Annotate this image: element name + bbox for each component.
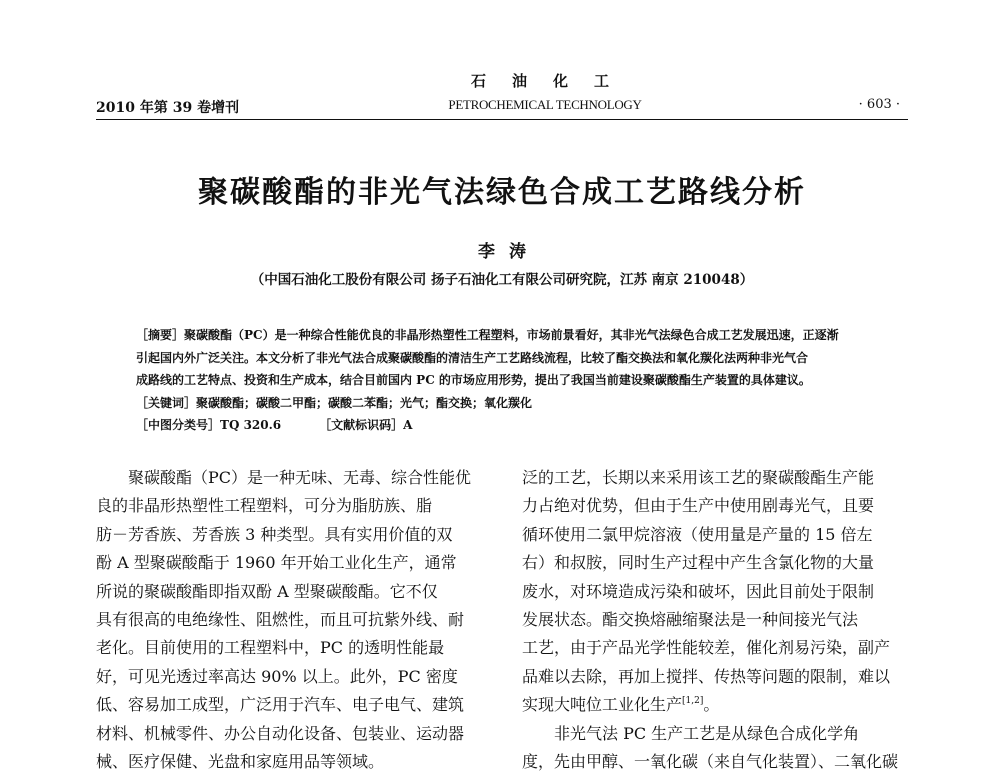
body-line: 具有很高的电绝缘性、阻燃性，而且可抗紫外线、耐 bbox=[96, 609, 465, 629]
body-column-left bbox=[96, 464, 480, 776]
body-line: 械、医疗保健、光盘和家庭用品等领域。 bbox=[96, 751, 385, 771]
header-rule bbox=[96, 119, 908, 120]
journal-name-cn: 石油化工 bbox=[470, 72, 635, 90]
citation-ref: [1,2] bbox=[682, 696, 704, 707]
body-line: 良的非晶形热塑性工程塑料，可分为脂肪族、脂 bbox=[96, 496, 433, 516]
abstract-block bbox=[136, 324, 876, 437]
cls-value: TQ 320.6 bbox=[220, 418, 282, 433]
abstract-line-3: 成路线的工艺特点、投资和生产成本，结合目前国内 PC 的市场应用形势，提出了我国当前建设聚碳酸酯生产装置的具体建议。 bbox=[136, 373, 811, 388]
body-line: 非光气法 PC 生产工艺是从绿色合成化学角 bbox=[554, 723, 860, 743]
body-line: 酚 A 型聚碳酸酯于 1960 年开始工业化生产，通常 bbox=[96, 553, 457, 573]
body-line: 肪－芳香族、芳香族 3 种类型。具有实用价值的双 bbox=[96, 524, 453, 544]
doc-code-value: A bbox=[403, 418, 413, 433]
keywords: 聚碳酸酯；碳酸二甲酯；碳酸二苯酯；光气；酯交换；氧化羰化 bbox=[196, 395, 533, 410]
body-line: 工艺，由于产品光学性能较差，催化剂易污染，副产 bbox=[522, 638, 891, 658]
classification-line bbox=[136, 414, 876, 437]
body-line: 废水，对环境造成污染和破坏，因此目前处于限制 bbox=[522, 581, 875, 601]
keywords-line bbox=[136, 392, 876, 415]
author-name: 李涛 bbox=[478, 242, 540, 262]
body-line: 低、容易加工成型，广泛用于汽车、电子电气、建筑 bbox=[96, 695, 465, 715]
body-line: 所说的聚碳酸酯即指双酚 A 型聚碳酸酯。它不仅 bbox=[96, 581, 438, 601]
issue-info: 2010 年第 39 卷增刊 bbox=[96, 100, 240, 116]
abstract-label: ［摘要］ bbox=[136, 328, 185, 342]
article-title: 聚碳酸酯的非光气法绿色合成工艺路线分析 bbox=[198, 175, 806, 210]
body-line: 聚碳酸酯（PC）是一种无味、无毒、综合性能优 bbox=[128, 468, 472, 487]
journal-name-en: PETROCHEMICAL TECHNOLOGY bbox=[448, 97, 642, 112]
body-line: 发展状态。酯交换熔融缩聚法是一种间接光气法 bbox=[522, 609, 859, 629]
page-number: · 603 · bbox=[858, 97, 900, 112]
body-line: 好，可见光透过率高达 90% 以上。此外，PC 密度 bbox=[96, 666, 458, 686]
body-line: 度，先由甲醇、一氧化碳（来自气化装置）、二氧化碳 bbox=[522, 751, 899, 771]
author-affiliation: （中国石油化工股份有限公司 扬子石油化工有限公司研究院，江苏 南京 210048） bbox=[250, 272, 754, 288]
body-line-with-citation: 实现大吨位工业化生产[1,2]。 bbox=[522, 695, 720, 715]
abstract-line-1: ［摘要］聚碳酸酯（PC）是一种综合性能优良的非晶形热塑性工程塑料，市场前景看好，其非光气法绿色合成工艺发展迅速，正逐渐 bbox=[136, 328, 839, 342]
body-line: 泛的工艺，长期以来采用该工艺的聚碳酸酯生产能 bbox=[522, 468, 875, 487]
doc-code-label: ［文献标识码］ bbox=[319, 418, 404, 433]
abstract-line-2: 引起国内外广泛关注。本文分析了非光气法合成聚碳酸酯的清洁生产工艺路线流程，比较了酯交换法和氧化羰化法两种非光气合 bbox=[136, 350, 809, 365]
body-line: 循环使用二氯甲烷溶液（使用量是产量的 15 倍左 bbox=[522, 524, 873, 544]
body-line: 右）和叔胺，同时生产过程中产生含氯化物的大量 bbox=[522, 553, 875, 573]
body-line: 力占绝对优势，但由于生产中使用剧毒光气，且要 bbox=[522, 496, 875, 516]
body-line: 材料、机械零件、办公自动化设备、包装业、运动器 bbox=[96, 723, 465, 743]
keywords-label: ［关键词］ bbox=[136, 395, 197, 410]
body-line: 老化。目前使用的工程塑料中，PC 的透明性能最 bbox=[96, 638, 445, 658]
body-column-right bbox=[522, 464, 906, 776]
cls-label: ［中图分类号］ bbox=[136, 418, 221, 433]
body-line: 品难以去除，再加上搅拌、传热等问题的限制，难以 bbox=[522, 666, 891, 686]
